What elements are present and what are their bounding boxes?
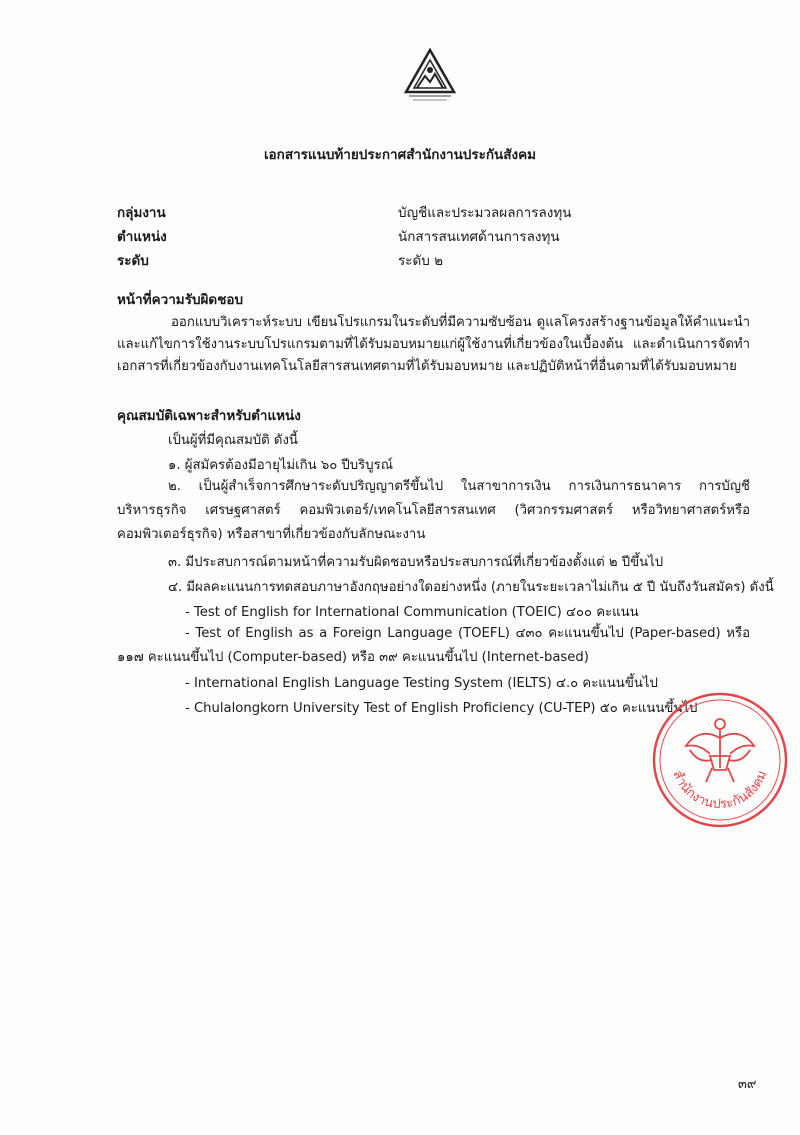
label-work-group: กลุ่มงาน [117,205,166,221]
duties-paragraph: ออกแบบวิเคราะห์ระบบ เขียนโปรแกรมในระดับที่มีความซับซ้อน ดูแลโครงสร้างฐานข้อมูลให้คำแนะนำและแก้ไขการใช้งานระบบโปรแกรมตามที่ได้รับมอบหมายแก่ผู้ใช้งานที่เกี่ยวข้องในเบื้องต้น และดำเนินการจัดทำเอกสารที่เกี่ยวข้องกับงานเทคโนโลยีสารสนเทศตามที่ได้รับมอบหมาย และปฏิบัติหน้าที่อื่นตามที่ได้รับมอบหมาย [117,315,750,374]
qualification-item-education: ๒. เป็นผู้สำเร็จการศึกษาระดับปริญญาตรีขึ้นไป ในสาขาการเงิน การเงินการธนาคาร การบัญชี บริหารธุรกิจ เศรษฐศาสตร์ คอมพิวเตอร์/เทคโนโลยีสารสนเทศ (วิศวกรรมศาสตร์ หรือวิทยาศาสตร์หรือคอมพิวเตอร์ธุรกิจ) หรือสาขาที่เกี่ยวข้องกับลักษณะงาน [117,479,750,542]
english-test-ielts: - International English Language Testing System (IELTS) ๔.๐ คะแนนขึ้นไป [185,676,658,691]
sso-triangle-logo-icon [403,48,457,106]
qualification-item-age: ๑. ผู้สมัครต้องมีอายุไม่เกิน ๖๐ ปีบริบูรณ์ [168,458,393,473]
qualification-item-experience: ๓. มีประสบการณ์ตามหน้าที่ความรับผิดชอบหรือประสบการณ์ที่เกี่ยวข้องตั้งแต่ ๒ ปีขึ้นไป [168,555,664,570]
value-level: ระดับ ๒ [398,253,444,269]
label-position: ตำแหน่ง [117,229,167,245]
garuda-seal-icon [650,690,790,830]
seal-text: สำนักงานประกันสังคม [669,768,771,813]
qualifications-heading: คุณสมบัติเฉพาะสำหรับตำแหน่ง [117,408,301,424]
duties-heading: หน้าที่ความรับผิดชอบ [117,292,244,308]
svg-text:สำนักงานประกันสังคม [669,768,770,812]
page-number: ๓๙ [738,1077,757,1092]
english-test-toefl: - Test of English as a Foreign Language (TOEFL) ๔๓๐ คะแนนขึ้นไป (Paper-based) หรือ ๑๑๗ คะแนนขึ้นไป (Computer-based) หรือ ๓๙ คะแนนขึ้นไป (Internet-based) [117,626,750,665]
label-level: ระดับ [117,253,149,269]
english-test-toeic: - Test of English for International Communication (TOEIC) ๔๐๐ คะแนน [185,605,639,620]
document-title: เอกสารแนบท้ายประกาศสำนักงานประกันสังคม [263,147,537,163]
value-work-group: บัญชีและประมวลผลการลงทุน [398,205,572,221]
qualification-item-english: ๔. มีผลคะแนนการทดสอบภาษาอังกฤษอย่างใดอย่างหนึ่ง (ภายในระยะเวลาไม่เกิน ๕ ปี นับถึงวันสมัคร) ดังนี้ [168,580,774,595]
english-test-cutep: - Chulalongkorn University Test of English Proficiency (CU-TEP) ๕๐ คะแนนขึ้นไป [185,701,698,716]
qualifications-intro: เป็นผู้ที่มีคุณสมบัติ ดังนี้ [168,433,298,448]
value-position: นักสารสนเทศด้านการลงทุน [398,229,560,245]
